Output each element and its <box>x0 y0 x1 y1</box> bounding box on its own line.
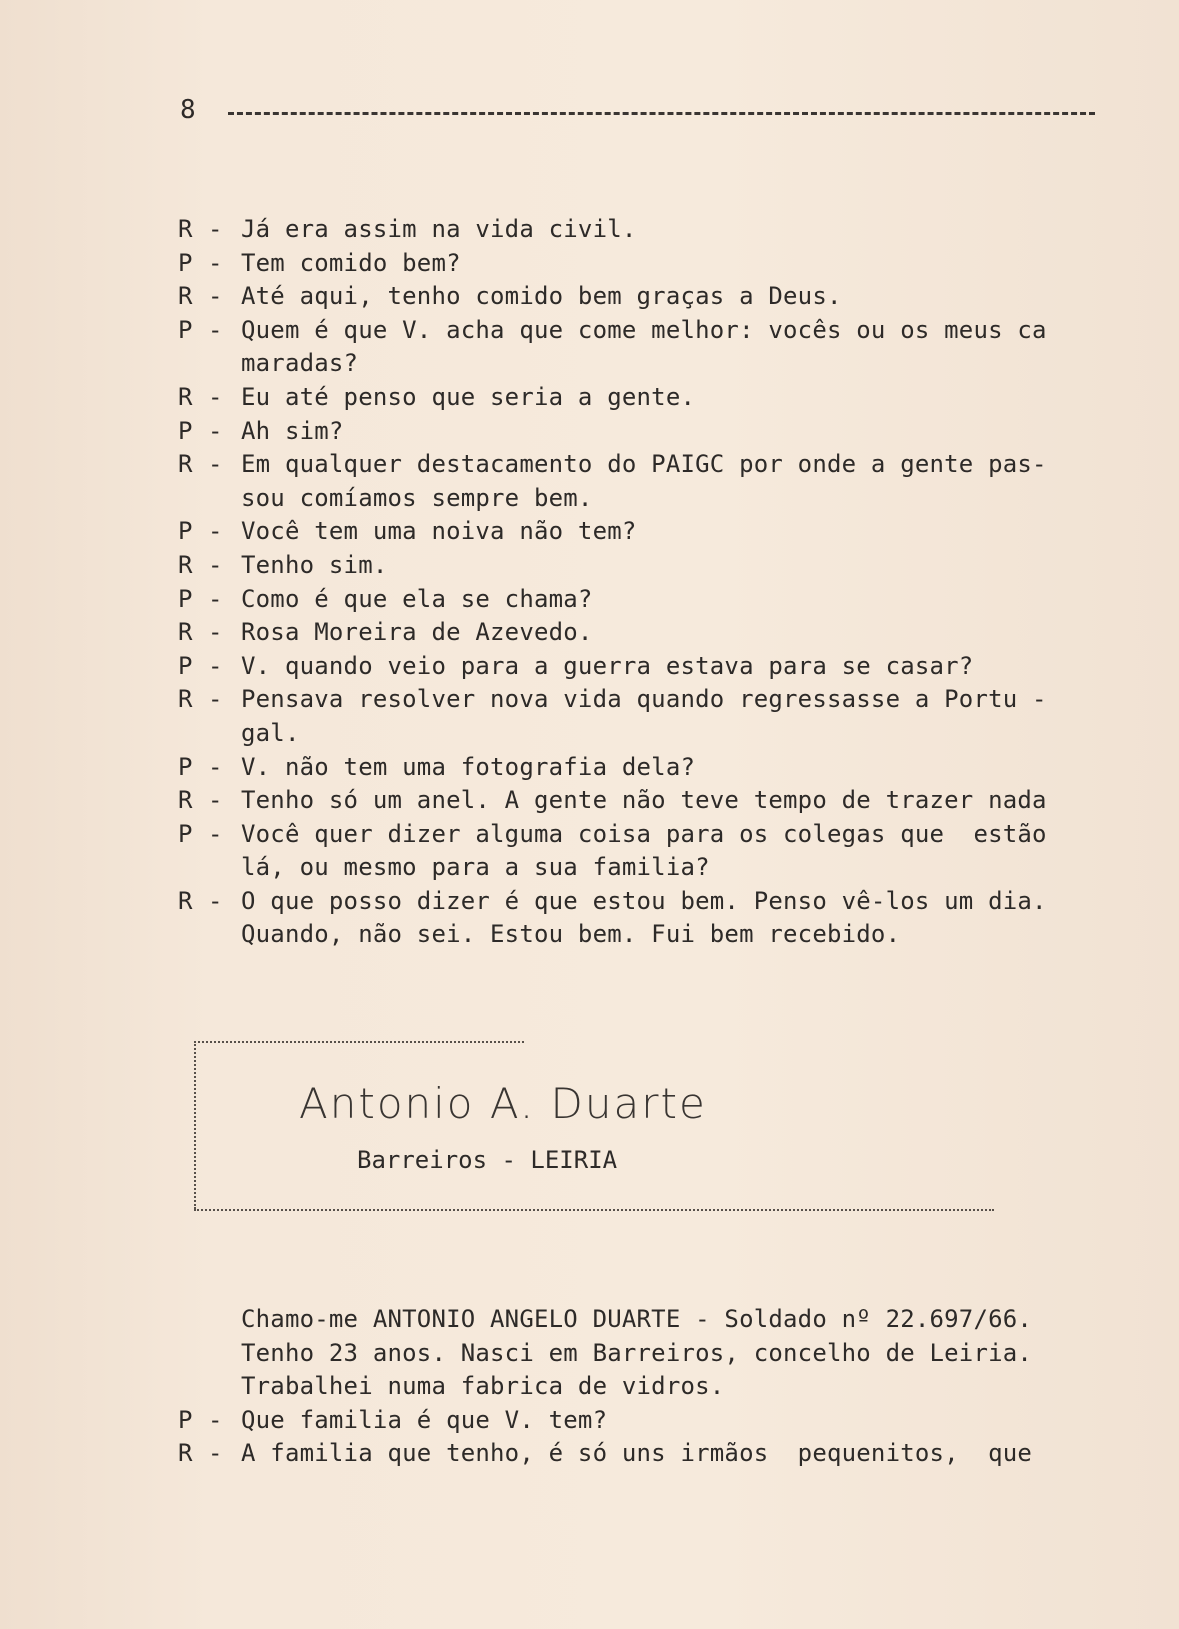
transcript-line <box>178 1303 1118 1337</box>
line-text: A familia que tenho, é só uns irmãos pequenitos, que <box>241 1439 1033 1468</box>
speaker-dash: - <box>208 819 223 848</box>
speaker-dash: - <box>208 315 223 344</box>
transcript-line <box>178 885 1118 919</box>
speaker-label: R <box>178 886 193 915</box>
transcript-line <box>178 280 1118 314</box>
speaker-dash: - <box>208 215 223 243</box>
transcript-line <box>178 1404 1118 1438</box>
speaker-dash: - <box>208 584 223 613</box>
speaker-dash: - <box>208 651 223 680</box>
line-text: Você quer dizer alguma coisa para os colegas que estão <box>241 819 1047 848</box>
line-text: O que posso dizer é que estou bem. Penso vê-los um dia. <box>241 886 1047 915</box>
speaker-dash: - <box>208 685 223 714</box>
speaker-label <box>178 1303 208 1337</box>
speaker-dash: - <box>208 450 223 479</box>
signature-place: Barreiros - LEIRIA <box>357 1146 618 1174</box>
speaker-label: R <box>178 382 193 411</box>
transcript-line <box>178 683 1118 717</box>
speaker-label: P <box>178 584 193 613</box>
interview-transcript <box>178 213 1118 952</box>
speaker-label <box>178 1370 208 1404</box>
transcript-line <box>178 1370 1118 1404</box>
handwritten-signature: Antonio A. Duarte <box>299 1079 707 1128</box>
speaker-label: R <box>178 685 193 714</box>
transcript-line <box>178 381 1118 415</box>
transcript-line <box>178 549 1118 583</box>
speaker-dash: - <box>208 282 223 311</box>
speaker-dash <box>208 1337 241 1371</box>
speaker-label: P <box>178 752 193 781</box>
header-rule <box>228 112 1095 115</box>
page-number: 8 <box>180 95 196 125</box>
line-text: Tenho sim. <box>241 550 388 579</box>
line-text: Como é que ela se chama? <box>241 584 593 613</box>
speaker-dash: - <box>208 517 223 546</box>
transcript-line <box>178 818 1118 852</box>
speaker-label: R <box>178 618 193 647</box>
line-text: Ah sim? <box>241 416 344 445</box>
line-text: V. quando veio para a guerra estava para se casar? <box>241 651 974 680</box>
line-text: Pensava resolver nova vida quando regressasse a Portu - <box>241 685 1047 714</box>
line-text: Tenho 23 anos. Nasci em Barreiros, concelho de Leiria. <box>241 1338 1033 1367</box>
speaker-label: R <box>178 215 193 243</box>
dotted-border-bottom <box>194 1209 994 1211</box>
speaker-dash: - <box>208 416 223 445</box>
speaker-dash: - <box>208 786 223 815</box>
line-continuation: lá, ou mesmo para a sua familia? <box>241 853 710 882</box>
speaker-label: R <box>178 1439 193 1468</box>
line-continuation: gal. <box>241 718 300 747</box>
speaker-dash <box>208 1370 241 1404</box>
line-continuation: Quando, não sei. Estou bem. Fui bem recebido. <box>241 920 901 949</box>
speaker-label: R <box>178 550 193 579</box>
line-text: Até aqui, tenho comido bem graças a Deus. <box>241 282 842 311</box>
speaker-dash: - <box>208 1405 223 1434</box>
line-text: Já era assim na vida civil. <box>241 215 637 243</box>
speaker-label: P <box>178 651 193 680</box>
speaker-label: P <box>178 1405 193 1434</box>
transcript-line <box>178 448 1118 482</box>
line-text: V. não tem uma fotografia dela? <box>241 752 696 781</box>
line-continuation: sou comíamos sempre bem. <box>241 483 593 512</box>
speaker-label: P <box>178 315 193 344</box>
speaker-dash <box>208 1303 241 1337</box>
speaker-label: P <box>178 416 193 445</box>
transcript-line <box>178 751 1118 785</box>
transcript-line <box>178 515 1118 549</box>
speaker-label: P <box>178 248 193 277</box>
transcript-line <box>178 415 1118 449</box>
line-text: Rosa Moreira de Azevedo. <box>241 618 593 647</box>
transcript-line <box>178 583 1118 617</box>
speaker-dash: - <box>208 248 223 277</box>
dotted-border-top <box>194 1041 524 1043</box>
line-text: Trabalhei numa fabrica de vidros. <box>241 1372 725 1401</box>
speaker-dash: - <box>208 550 223 579</box>
dotted-border-left <box>194 1041 196 1209</box>
speaker-label: R <box>178 786 193 815</box>
transcript-line <box>178 650 1118 684</box>
speaker-label <box>178 1337 208 1371</box>
page-header <box>180 90 1095 130</box>
line-text: Você tem uma noiva não tem? <box>241 517 637 546</box>
line-text: Eu até penso que seria a gente. <box>241 382 696 411</box>
speaker-dash: - <box>208 752 223 781</box>
line-text: Tenho só um anel. A gente não teve tempo de trazer nada <box>241 786 1047 815</box>
line-text: Que familia é que V. tem? <box>241 1405 608 1434</box>
transcript-line <box>178 247 1118 281</box>
speaker-dash: - <box>208 382 223 411</box>
speaker-dash: - <box>208 886 223 915</box>
line-continuation: maradas? <box>241 349 359 378</box>
signature-block <box>194 1041 994 1211</box>
speaker-dash: - <box>208 618 223 647</box>
line-text: Chamo-me ANTONIO ANGELO DUARTE - Soldado nº 22.697/66. <box>241 1305 1033 1333</box>
transcript-line <box>178 1337 1118 1371</box>
speaker-label: R <box>178 450 193 479</box>
speaker-label: R <box>178 282 193 311</box>
transcript-line <box>178 784 1118 818</box>
speaker-label: P <box>178 517 193 546</box>
transcript-line <box>178 616 1118 650</box>
transcript-line <box>178 1437 1118 1471</box>
line-text: Tem comido bem? <box>241 248 461 277</box>
narrative-section <box>178 1303 1118 1471</box>
speaker-dash: - <box>208 1439 223 1468</box>
line-text: Quem é que V. acha que come melhor: vocês ou os meus ca <box>241 315 1047 344</box>
transcript-line <box>178 213 1118 247</box>
line-text: Em qualquer destacamento do PAIGC por onde a gente pas- <box>241 450 1047 479</box>
speaker-label: P <box>178 819 193 848</box>
transcript-line <box>178 314 1118 348</box>
